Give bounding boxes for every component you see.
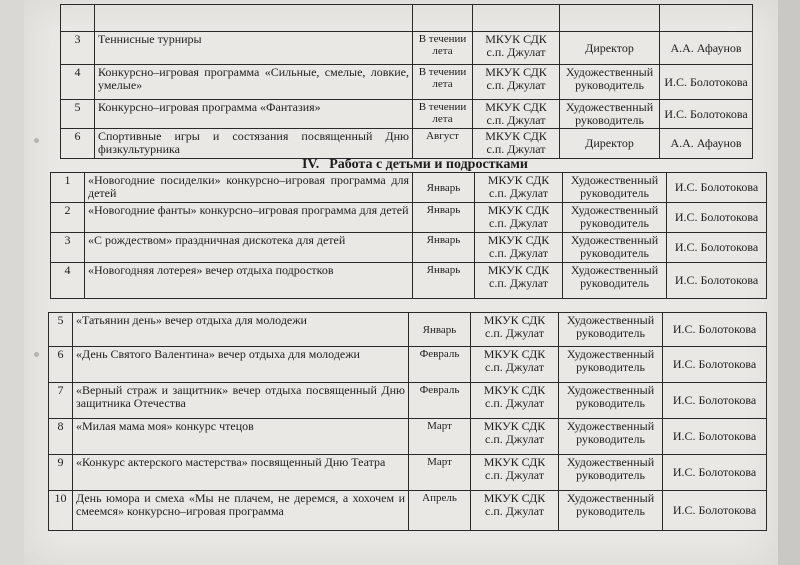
responsible-person: А.А. Афаунов bbox=[660, 129, 753, 159]
event-date: Февраль bbox=[409, 347, 471, 383]
row-number: 10 bbox=[49, 491, 73, 531]
event-date: Январь bbox=[409, 313, 471, 347]
responsible-role: Художественный руководитель bbox=[563, 233, 667, 263]
responsible-role: Художественный руководитель bbox=[559, 347, 663, 383]
row-number: 6 bbox=[61, 129, 95, 159]
row-number: 2 bbox=[51, 203, 85, 233]
row-number: 5 bbox=[61, 100, 95, 129]
responsible-role: Художественный руководитель bbox=[563, 263, 667, 299]
responsible-role: Художественный руководитель bbox=[559, 383, 663, 419]
event-place: МКУК СДК с.п. Джулат bbox=[475, 233, 563, 263]
row-number: 3 bbox=[51, 233, 85, 263]
responsible-person: И.С. Болотокова bbox=[667, 263, 767, 299]
events-table-children bbox=[50, 172, 767, 299]
table-row bbox=[49, 347, 767, 383]
responsible-person: А.А. Афаунов bbox=[660, 32, 753, 65]
event-place: МКУК СДК с.п. Джулат bbox=[471, 347, 559, 383]
table-row bbox=[61, 65, 753, 100]
responsible-person: И.С. Болотокова bbox=[663, 491, 767, 531]
section-title: Работа с детьми и подростками bbox=[329, 157, 529, 172]
event-date: Август bbox=[413, 129, 473, 159]
page-shadow bbox=[778, 0, 800, 565]
event-title: Конкурсно–игровая программа «Фантазия» bbox=[95, 100, 413, 129]
row-number: 5 bbox=[49, 313, 73, 347]
event-place: МКУК СДК с.п. Джулат bbox=[475, 173, 563, 203]
event-place: МКУК СДК с.п. Джулат bbox=[471, 455, 559, 491]
table-row bbox=[61, 129, 753, 159]
row-number: 7 bbox=[49, 383, 73, 419]
responsible-person: И.С. Болотокова bbox=[663, 419, 767, 455]
responsible-role: Художественный руководитель bbox=[559, 313, 663, 347]
event-date: Февраль bbox=[409, 383, 471, 419]
section-numeral: IV. bbox=[301, 157, 320, 172]
table-row bbox=[51, 233, 767, 263]
event-place: МКУК СДК с.п. Джулат bbox=[475, 263, 563, 299]
event-place: МКУК СДК с.п. Джулат bbox=[473, 65, 560, 100]
event-date: В течении лета bbox=[413, 100, 473, 129]
event-title: «Верный страж и защитник» вечер отдыха посвященный Дню защитника Отечества bbox=[73, 383, 409, 419]
event-title: Спортивные игры и состязания посвященный Дню физкультурника bbox=[95, 129, 413, 159]
event-place: МКУК СДК с.п. Джулат bbox=[473, 129, 560, 159]
event-place: МКУК СДК с.п. Джулат bbox=[471, 383, 559, 419]
responsible-person: И.С. Болотокова bbox=[667, 233, 767, 263]
table-row bbox=[49, 313, 767, 347]
row-number: 6 bbox=[49, 347, 73, 383]
event-place: МКУК СДК с.п. Джулат bbox=[475, 203, 563, 233]
row-number: 1 bbox=[51, 173, 85, 203]
row-number: 8 bbox=[49, 419, 73, 455]
table-row bbox=[51, 263, 767, 299]
responsible-person: И.С. Болотокова bbox=[667, 173, 767, 203]
event-title: «День Святого Валентина» вечер отдыха для молодежи bbox=[73, 347, 409, 383]
event-title: «Новогодние посиделки» конкурсно–игровая программа для детей bbox=[85, 173, 413, 203]
row-number: 4 bbox=[61, 65, 95, 100]
events-table-summer bbox=[60, 4, 753, 159]
table-row bbox=[51, 173, 767, 203]
binder-hole bbox=[34, 138, 39, 143]
row-number: 4 bbox=[51, 263, 85, 299]
table-row bbox=[49, 383, 767, 419]
table-row bbox=[49, 455, 767, 491]
responsible-role: Художественный руководитель bbox=[560, 65, 660, 100]
responsible-person: И.С. Болотокова bbox=[663, 347, 767, 383]
event-date: Январь bbox=[413, 203, 475, 233]
responsible-person: И.С. Болотокова bbox=[663, 383, 767, 419]
responsible-role: Художественный руководитель bbox=[559, 455, 663, 491]
responsible-person: И.С. Болотокова bbox=[663, 455, 767, 491]
binder-hole bbox=[34, 352, 39, 357]
event-place: МКУК СДК с.п. Джулат bbox=[471, 491, 559, 531]
event-date: Январь bbox=[413, 173, 475, 203]
event-title: Теннисные турниры bbox=[95, 32, 413, 65]
event-date: Январь bbox=[413, 233, 475, 263]
table-row bbox=[49, 491, 767, 531]
event-title: «Конкурс актерского мастерства» посвященный Дню Театра bbox=[73, 455, 409, 491]
event-date: Январь bbox=[413, 263, 475, 299]
event-place: МКУК СДК с.п. Джулат bbox=[473, 32, 560, 65]
row-number: 3 bbox=[61, 32, 95, 65]
event-title: «Милая мама моя» конкурс чтецов bbox=[73, 419, 409, 455]
responsible-role: Художественный руководитель bbox=[559, 491, 663, 531]
event-place: МКУК СДК с.п. Джулат bbox=[473, 100, 560, 129]
event-title: «Татьянин день» вечер отдыха для молодежи bbox=[73, 313, 409, 347]
table-row bbox=[49, 419, 767, 455]
table-row bbox=[51, 203, 767, 233]
event-title: «Новогодние фанты» конкурсно–игровая программа для детей bbox=[85, 203, 413, 233]
event-date: В течении лета bbox=[413, 65, 473, 100]
event-title: Конкурсно–игровая программа «Сильные, смелые, ловкие, умелые» bbox=[95, 65, 413, 100]
event-title: «С рождеством» праздничная дискотека для детей bbox=[85, 233, 413, 263]
responsible-role: Директор bbox=[560, 129, 660, 159]
section-heading bbox=[160, 157, 680, 173]
responsible-role: Директор bbox=[560, 32, 660, 65]
responsible-role: Художественный руководитель bbox=[560, 100, 660, 129]
table-row bbox=[61, 32, 753, 65]
event-place: МКУК СДК с.п. Джулат bbox=[471, 419, 559, 455]
row-number: 9 bbox=[49, 455, 73, 491]
responsible-person: И.С. Болотокова bbox=[660, 100, 753, 129]
event-date: Март bbox=[409, 455, 471, 491]
responsible-person: И.С. Болотокова bbox=[660, 65, 753, 100]
responsible-person: И.С. Болотокова bbox=[663, 313, 767, 347]
responsible-role: Художественный руководитель bbox=[563, 173, 667, 203]
event-date: В течении лета bbox=[413, 32, 473, 65]
responsible-role: Художественный руководитель bbox=[559, 419, 663, 455]
event-date: Март bbox=[409, 419, 471, 455]
table-row-blank bbox=[61, 5, 753, 32]
event-place: МКУК СДК с.п. Джулат bbox=[471, 313, 559, 347]
responsible-role: Художественный руководитель bbox=[563, 203, 667, 233]
table-row bbox=[61, 100, 753, 129]
events-table-youth bbox=[48, 312, 767, 531]
event-title: «Новогодняя лотерея» вечер отдыха подростков bbox=[85, 263, 413, 299]
event-title: День юмора и смеха «Мы не плачем, не деремся, а хохочем и смеемся» конкурсно–игровая программа bbox=[73, 491, 409, 531]
responsible-person: И.С. Болотокова bbox=[667, 203, 767, 233]
event-date: Апрель bbox=[409, 491, 471, 531]
